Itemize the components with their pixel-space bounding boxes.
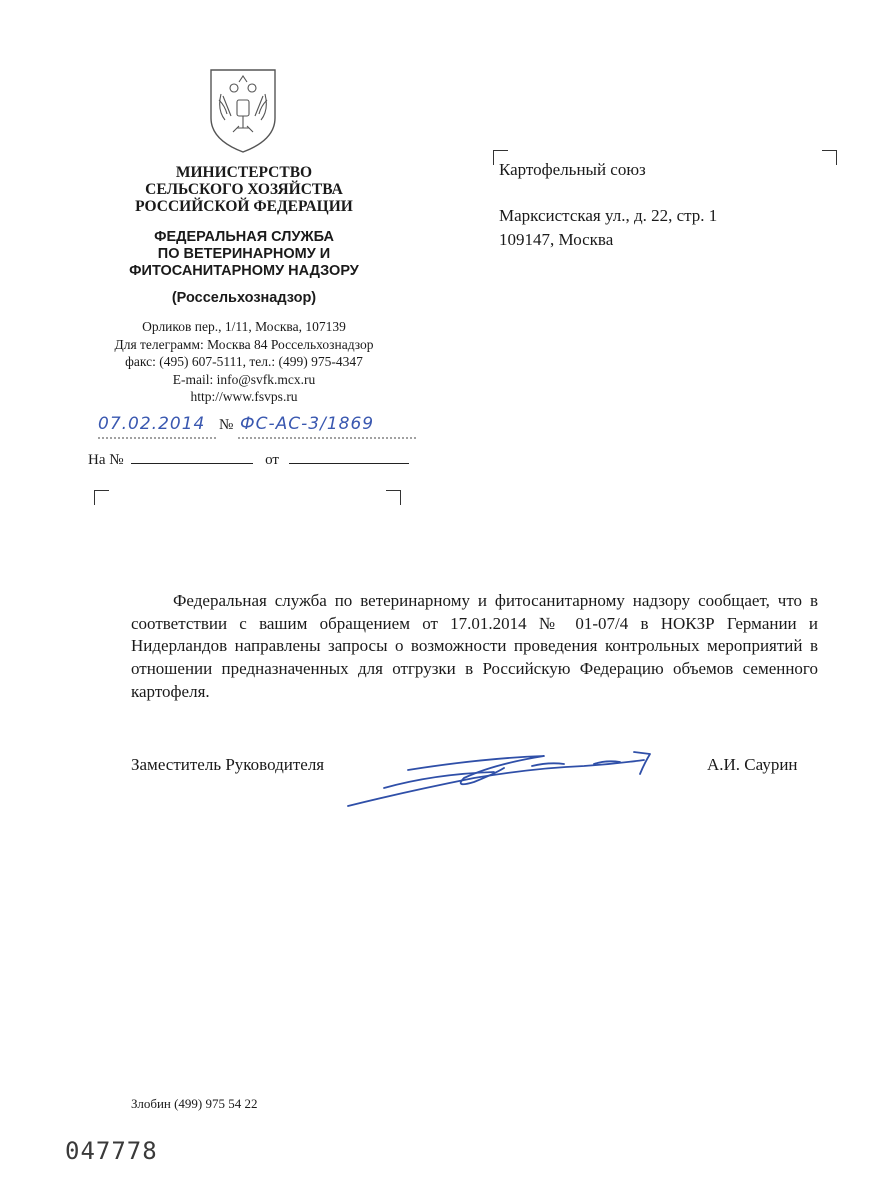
service-line: ФЕДЕРАЛЬНАЯ СЛУЖБА	[154, 229, 334, 245]
corner-mark	[94, 490, 109, 505]
recipient-name: Картофельный союз	[499, 160, 646, 179]
reference-number-blank	[131, 449, 253, 464]
reference-number-label: На №	[88, 452, 124, 468]
contact-website: http://www.fsvps.ru	[190, 389, 298, 405]
coat-of-arms-icon	[203, 66, 283, 154]
address-line: Марксистская ул., д. 22, стр. 1	[499, 206, 718, 225]
reference-from-label: от	[265, 452, 279, 468]
registration-line	[98, 414, 418, 440]
ministry-line: СЕЛЬСКОГО ХОЗЯЙСТВА	[145, 181, 343, 198]
handwritten-signature	[344, 748, 680, 812]
reference-line	[88, 449, 409, 469]
letter-body	[131, 590, 818, 704]
registration-date: 07.02.2014	[98, 414, 206, 434]
contact-email: E-mail: info@svfk.mcx.ru	[172, 371, 316, 387]
service-short-name: (Россельхознадзор)	[171, 290, 317, 306]
signer-position: Заместитель Руководителя	[131, 755, 325, 774]
recipient-address	[499, 204, 717, 251]
ministry-line: РОССИЙСКОЙ ФЕДЕРАЦИИ	[135, 198, 353, 215]
body-paragraph: Федеральная служба по ветеринарному и фитосанитарному надзору сообщает, что в соответствии с вашим обращением от 17.01.2014 № 01-07/4 в НОКЗР Германии и Нидерландов направлены запросы о возможности проведения контрольных мероприятий в отношении предназначенных для отгрузки в Российскую Федерацию объемов семенного картофеля.	[131, 591, 818, 701]
registration-number: ФС-АС-3/1869	[240, 414, 375, 434]
corner-mark	[822, 150, 837, 165]
ministry-line: МИНИСТЕРСТВО	[175, 164, 313, 181]
contact-telegram: Для телеграмм: Москва 84 Россельхознадзор	[114, 336, 374, 352]
contact-phone: факс: (495) 607-5111, тел.: (499) 975-4347	[125, 354, 363, 370]
address-line: 109147, Москва	[499, 229, 614, 249]
ministry-name	[96, 164, 392, 215]
service-name	[88, 229, 400, 280]
registration-number-label: №	[219, 417, 234, 433]
reference-date-blank	[289, 449, 409, 464]
corner-mark	[386, 490, 401, 505]
service-line: ПО ВЕТЕРИНАРНОМУ И	[157, 246, 331, 262]
signer-name: А.И. Саурин	[707, 755, 798, 774]
contact-block	[90, 318, 398, 406]
contact-address: Орликов пер., 1/11, Москва, 107139	[142, 319, 346, 334]
executor-contact: Злобин (499) 975 54 22	[131, 1096, 258, 1111]
serial-number: 047778	[65, 1137, 158, 1165]
service-line: ФИТОСАНИТАРНОМУ НАДЗОРУ	[129, 263, 359, 279]
